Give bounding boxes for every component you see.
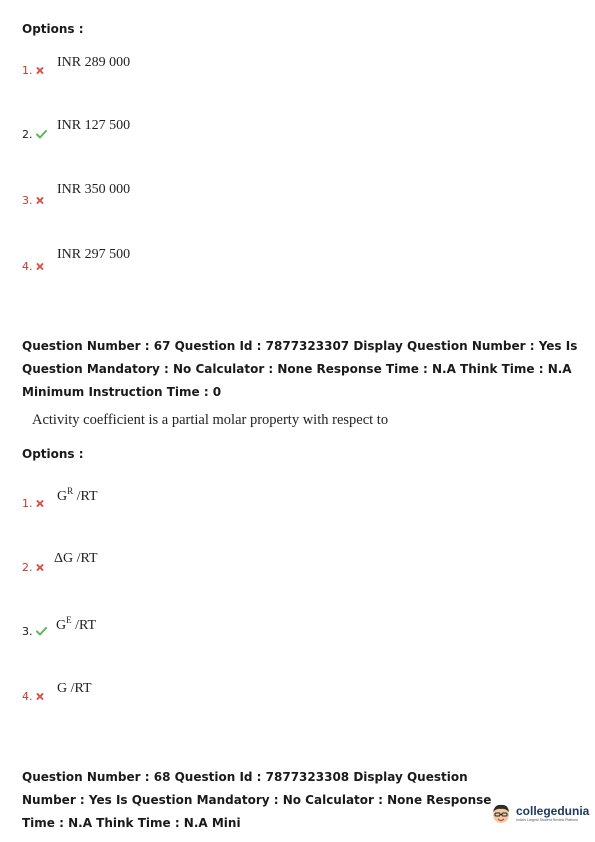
question-68-meta: Question Number : 68 Question Id : 7877323308 Display Question Number : Yes Is Question Mandatory : No Calculator : None Response Time : N.A Think Time : N.A Mini: [22, 770, 492, 830]
option-4-text: INR 297 500: [57, 247, 131, 262]
cross-icon: [36, 500, 43, 507]
question-67-meta: Question Number : 67 Question Id : 7877323307 Display Question Number : Yes Is Question Mandatory : No Calculator : None Response Time : N.A Think Time : N.A Minimum Instruction Time : 0: [22, 339, 578, 399]
option-4-text: G /RT: [57, 681, 92, 696]
cross-icon: [36, 263, 43, 270]
option-4-number: 4.: [22, 690, 43, 703]
check-icon: [36, 627, 47, 636]
option-1-text: INR 289 000: [57, 55, 131, 70]
mascot-icon: [490, 802, 512, 826]
question-67-text: Activity coefficient is a partial molar property with respect to: [32, 412, 389, 428]
option-3-text: $G^E$ /RT: [56, 615, 97, 633]
cross-icon: [36, 197, 43, 204]
options-label: Options :: [22, 22, 84, 36]
option-1-number: 1.: [22, 497, 43, 510]
option-4-number: 4.: [22, 260, 43, 273]
option-1-text: $G^R$ /RT: [57, 486, 98, 504]
options-label: Options :: [22, 447, 84, 461]
cross-icon: [36, 564, 43, 571]
option-2-text: INR 127 500: [57, 118, 131, 133]
brand-tagline: India's Largest Student Review Platform: [516, 818, 579, 822]
option-2-number: 2.: [22, 561, 43, 574]
option-3-text: INR 350 000: [57, 182, 131, 197]
option-2-number: 2.: [22, 128, 47, 141]
option-1-number: 1.: [22, 64, 43, 77]
option-2-text: ΔG /RT: [54, 551, 98, 566]
cross-icon: [36, 67, 43, 74]
option-3-number: 3.: [22, 625, 47, 638]
brand-logo: [490, 802, 589, 826]
cross-icon: [36, 693, 43, 700]
check-icon: [36, 130, 47, 139]
option-3-number: 3.: [22, 194, 43, 207]
brand-name: collegedunia: [516, 804, 590, 818]
